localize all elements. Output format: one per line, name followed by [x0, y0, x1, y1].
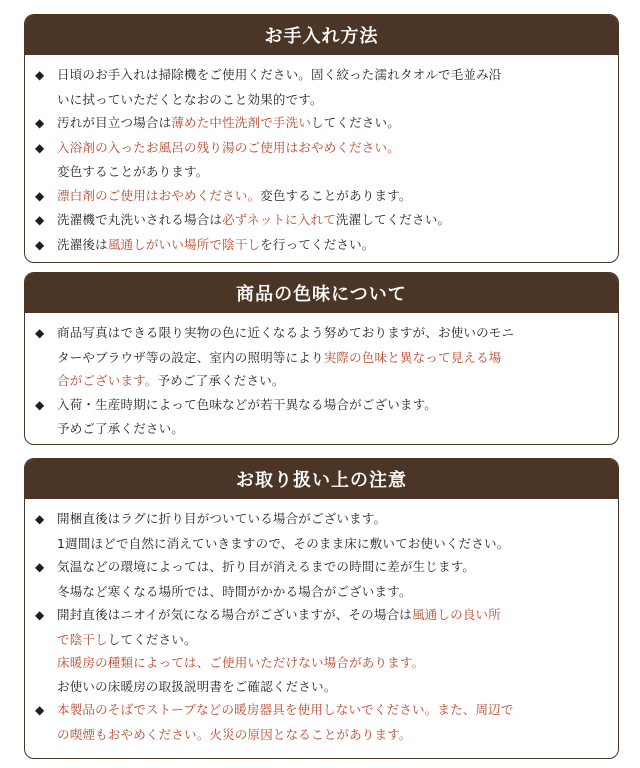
body-text: いに拭っていただくとなおのこと効果的です。: [57, 91, 323, 107]
text-line: [35, 321, 606, 346]
diamond-bullet-icon: ◆: [35, 140, 45, 155]
text-line: [35, 580, 606, 604]
body-text: お使いの床暖房の取扱説明書をご確認ください。: [57, 678, 337, 694]
highlighted-text: 本製品のそばでストーブなどの暖房器具を使用しないでください。また、周辺で: [57, 702, 514, 717]
handling-caution-section: [24, 458, 619, 759]
text-line: [35, 675, 606, 699]
diamond-bullet-icon: ◆: [35, 237, 45, 252]
body-text: 商品写真はできる限り実物の色に近くなるよう努めておりますが、お使いのモニ: [57, 325, 515, 340]
text-line: [35, 532, 606, 556]
body-text: 洗濯機で丸洗いされる場合は: [57, 212, 223, 227]
text-line: [35, 88, 606, 112]
text-line: [35, 698, 606, 723]
body-text: 汚れが目立つ場合は: [57, 115, 172, 130]
diamond-bullet-icon: ◆: [35, 213, 45, 227]
diamond-bullet-icon: ◆: [35, 512, 45, 526]
care-method-title: お手入れ方法: [25, 15, 618, 55]
highlighted-text: 入浴剤の入ったお風呂の残り湯のご使用はおやめください。: [57, 139, 400, 155]
highlighted-text: で陰干し: [57, 631, 108, 647]
body-text: 冬場など寒くなる場所では、時間がかかる場合がございます。: [57, 583, 412, 599]
text-line: [35, 723, 606, 747]
body-text: 開梱直後はラグに折り目がついている場合がございます。: [57, 511, 387, 526]
diamond-bullet-icon: ◆: [35, 188, 45, 203]
highlighted-text: 薄めた中性洗剤で手洗い: [171, 115, 312, 130]
text-line: [35, 346, 606, 370]
body-text: 洗濯してください。: [335, 212, 451, 227]
text-line: [35, 184, 606, 209]
diamond-bullet-icon: ◆: [35, 397, 45, 412]
care-method-section: [24, 14, 619, 263]
text-line: [35, 160, 606, 184]
highlighted-text: 合がございます。: [57, 373, 158, 388]
text-line: [35, 393, 606, 418]
body-text: 予めご了承ください。: [157, 373, 285, 388]
color-note-section: [24, 272, 619, 445]
text-line: [35, 136, 606, 161]
text-line: [35, 651, 606, 675]
body-text: してください。: [311, 115, 400, 130]
text-line: [35, 603, 606, 628]
diamond-bullet-icon: ◆: [35, 560, 45, 574]
handling-caution-title: お取り扱い上の注意: [25, 459, 618, 499]
color-note-body: [25, 313, 618, 441]
body-text: 1週間ほどで自然に消えていきますので、そのまま床に敷いてお使いください。: [57, 535, 510, 551]
diamond-bullet-icon: ◆: [35, 116, 45, 130]
highlighted-text: 風通しの良い所: [411, 607, 501, 622]
highlighted-text: 実際の色味と異なって見える場: [323, 349, 502, 365]
diamond-bullet-icon: ◆: [35, 68, 45, 82]
highlighted-text: 漂白剤のご使用はおやめください。: [57, 187, 261, 203]
text-line: [35, 555, 606, 580]
color-note-title: 商品の色味について: [25, 273, 618, 313]
diamond-bullet-icon: ◆: [35, 326, 45, 340]
body-text: 日頃のお手入れは掃除機をご使用ください。固く絞った濡れタオルで毛並み沿: [57, 67, 502, 82]
body-text: してください。: [107, 631, 197, 647]
body-text: 変色することがあります。: [260, 187, 412, 203]
body-text: 開封直後はニオイが気になる場合がございますが、その場合は: [57, 607, 412, 622]
text-line: [35, 233, 606, 258]
text-line: [35, 111, 606, 136]
text-line: [35, 369, 606, 393]
care-method-body: [25, 55, 618, 257]
text-line: [35, 63, 606, 88]
text-line: [35, 208, 606, 233]
highlighted-text: 床暖房の種類によっては、ご使用いただけない場合があります。: [57, 655, 425, 670]
diamond-bullet-icon: ◆: [35, 608, 45, 622]
body-text: ターやブラウザ等の設定、室内の照明等により: [57, 349, 324, 365]
body-text: 入荷・生産時期によって色味などが若干異なる場合がございます。: [57, 396, 438, 412]
highlighted-text: の喫煙もおやめください。火災の原因となることがあります。: [57, 726, 412, 742]
highlighted-text: 必ずネットに入れて: [222, 212, 336, 227]
text-line: [35, 417, 606, 441]
text-line: [35, 628, 606, 652]
highlighted-text: 風通しがいい場所で陰干し: [107, 236, 261, 252]
body-text: を行ってください。: [260, 236, 375, 252]
body-text: 洗濯後は: [57, 236, 108, 252]
handling-caution-body: [25, 499, 618, 746]
text-line: [35, 507, 606, 532]
body-text: 変色することがあります。: [57, 164, 209, 179]
body-text: 気温などの環境によっては、折り目が消えるまでの時間に差が生じます。: [57, 559, 476, 574]
body-text: 予めご了承ください。: [57, 421, 185, 436]
diamond-bullet-icon: ◆: [35, 703, 45, 717]
